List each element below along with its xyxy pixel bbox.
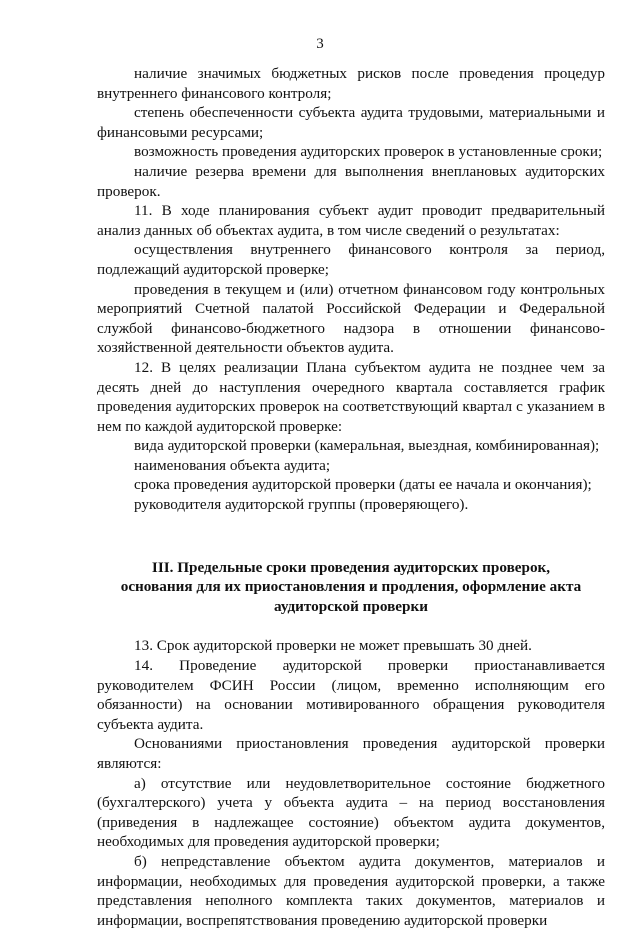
paragraph: вида аудиторской проверки (камеральная, выездная, комбинированная); bbox=[134, 437, 600, 455]
paragraph: срока проведения аудиторской проверки (даты ее начала и окончания); bbox=[134, 476, 592, 494]
section-heading-line: аудиторской проверки bbox=[274, 597, 428, 615]
paragraph: осуществления внутреннего финансового контроля за период, подлежащий аудиторской проверке; bbox=[97, 241, 605, 278]
section-heading bbox=[97, 558, 605, 617]
paragraph: 11. В ходе планирования субъект аудит проводит предварительный анализ данных об объектах аудита, в том числе сведений о результатах: bbox=[97, 202, 605, 239]
paragraph: проведения в текущем и (или) отчетном финансовом году контрольных мероприятий Счетной палатой Российской Федерации и Федеральной службой финансово-бюджетного надзора в отношении финансово-хозяйственной деятельности объектов аудита. bbox=[97, 280, 605, 357]
paragraph: а) отсутствие или неудовлетворительное состояние бюджетного (бухгалтерского) учета у объекта аудита – на период восстановления (приведения в надлежащее состояние) объектом аудита документов, необходимых для проведения аудиторской проверки; bbox=[97, 774, 605, 851]
paragraph: 13. Срок аудиторской проверки не может превышать 30 дней. bbox=[134, 637, 532, 655]
paragraph: б) непредставление объектом аудита документов, материалов и информации, необходимых для проведения аудиторской проверки, а также представления неполного комплекта таких документов, материалов и информации, воспрепятствования проведению аудиторской проверки bbox=[97, 852, 605, 929]
paragraph: наличие значимых бюджетных рисков после проведения процедур внутреннего финансового контроля; bbox=[97, 65, 605, 102]
paragraph: наличие резерва времени для выполнения внеплановых аудиторских проверок. bbox=[97, 162, 605, 200]
section-heading-line: основания для их приостановления и продления, оформление акта bbox=[120, 578, 582, 596]
paragraph: наименования объекта аудита; bbox=[134, 456, 331, 474]
paragraph: 12. В целях реализации Плана субъектом аудита не позднее чем за десять дней до наступления очередного квартала составляется график проведения аудиторских проверок на соответствующий квартал с указанием в нем по каждой аудиторской проверке: bbox=[97, 358, 605, 435]
section-heading-line: III. Предельные сроки проведения аудиторских проверок, bbox=[151, 558, 551, 576]
paragraph: возможность проведения аудиторских проверок в установленные сроки; bbox=[134, 143, 603, 161]
page-number: 3 bbox=[316, 36, 324, 52]
paragraph: Основаниями приостановления проведения аудиторской проверки являются: bbox=[97, 735, 605, 772]
paragraph: руководителя аудиторской группы (проверяющего). bbox=[134, 496, 469, 514]
document-body bbox=[97, 64, 605, 930]
paragraph: степень обеспеченности субъекта аудита трудовыми, материальными и финансовыми ресурсами; bbox=[97, 104, 605, 141]
paragraph: 14. Проведение аудиторской проверки приостанавливается руководителем ФСИН России (лицом, временно исполняющим его обязанности) на основании мотивированного обращения руководителя субъекта аудита. bbox=[97, 657, 605, 733]
